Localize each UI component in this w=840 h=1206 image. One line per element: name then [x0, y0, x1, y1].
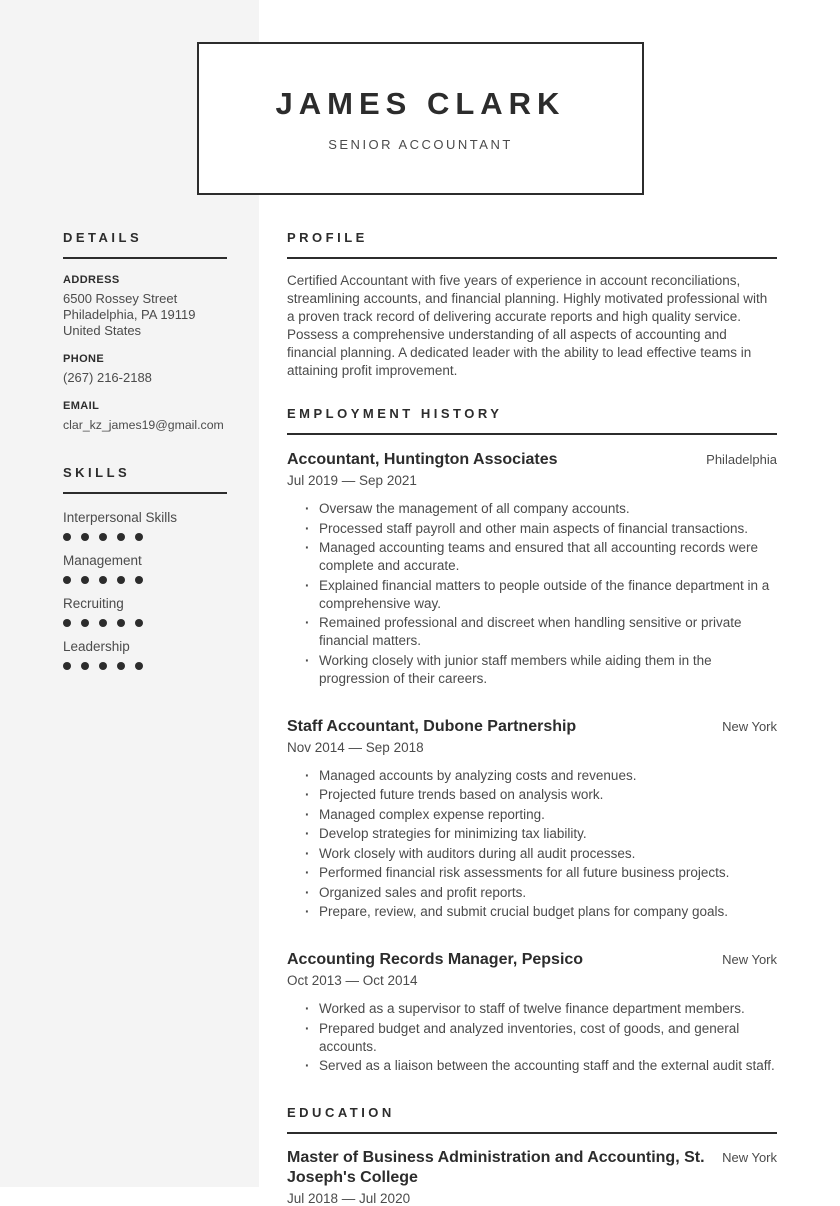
phone-label: PHONE	[63, 353, 105, 365]
skill-level-dots	[63, 533, 227, 541]
job-bullets	[287, 1000, 777, 1075]
email-group	[63, 400, 227, 433]
skill-dot-icon	[99, 619, 107, 627]
bullet-item: · Served as a liaison between the accounting staff and the external audit staff.	[305, 1057, 777, 1075]
skill-level-dots	[63, 619, 227, 627]
bullet-item: · Remained professional and discreet when handling sensitive or private financial matters.	[305, 614, 777, 650]
job-dates: Nov 2014 — Sep 2018	[287, 739, 424, 755]
skill-item	[63, 509, 227, 541]
skill-dot-icon	[81, 576, 89, 584]
skills-heading: SKILLS	[63, 465, 227, 494]
skill-dot-icon	[63, 533, 71, 541]
bullet-item: · Working closely with junior staff members while aiding them in the progression of their careers.	[305, 652, 777, 688]
candidate-job-title: SENIOR ACCOUNTANT	[328, 136, 513, 152]
job-bullets	[287, 500, 777, 688]
skills-list	[63, 509, 227, 670]
education-section	[287, 1105, 777, 1206]
education-title: Master of Business Administration and Accounting, St. Joseph's College	[287, 1149, 705, 1186]
job-title: Staff Accountant, Dubone Partnership	[287, 717, 577, 735]
address-line: United States	[63, 323, 142, 338]
skill-dot-icon	[99, 576, 107, 584]
skill-name: Management	[63, 553, 142, 568]
address-label: ADDRESS	[63, 274, 120, 286]
skill-dot-icon	[135, 533, 143, 541]
sidebar	[63, 230, 227, 681]
skills-section	[63, 465, 227, 670]
job-location: Philadelphia	[706, 452, 777, 467]
details-heading: DETAILS	[63, 230, 227, 259]
bullet-item: · Organized sales and profit reports.	[305, 884, 777, 902]
skill-dot-icon	[81, 619, 89, 627]
address-line: 6500 Rossey Street	[63, 291, 178, 306]
skill-item	[63, 638, 227, 670]
job-title-row	[287, 717, 777, 737]
bullet-item: · Worked as a supervisor to staff of twelve finance department members.	[305, 1000, 777, 1018]
education-entry	[287, 1148, 777, 1206]
address-line: Philadelphia, PA 19119	[63, 307, 196, 322]
bullet-item: · Managed accounts by analyzing costs and revenues.	[305, 767, 777, 785]
employment-heading: EMPLOYMENT HISTORY	[287, 406, 777, 435]
skill-dot-icon	[63, 619, 71, 627]
education-title-row	[287, 1148, 777, 1188]
phone-value: (267) 216-2188	[63, 370, 152, 385]
bullet-item: · Explained financial matters to people outside of the finance department in a comprehensive way.	[305, 577, 777, 613]
job-title: Accounting Records Manager, Pepsico	[287, 951, 584, 968]
skill-item	[63, 595, 227, 627]
skill-dot-icon	[63, 662, 71, 670]
job-entry	[287, 450, 777, 688]
email-label: EMAIL	[63, 400, 100, 412]
details-section	[63, 230, 227, 433]
bullet-item: · Work closely with auditors during all audit processes.	[305, 845, 777, 863]
candidate-name: JAMES CLARK	[275, 85, 566, 121]
bullet-item: · Prepared budget and analyzed inventories, cost of goods, and general accounts.	[305, 1020, 777, 1056]
profile-heading: PROFILE	[287, 230, 777, 259]
skill-name: Recruiting	[63, 596, 124, 611]
skill-name: Leadership	[63, 639, 130, 654]
employment-section	[287, 406, 777, 1075]
skill-item	[63, 552, 227, 584]
skill-dot-icon	[117, 576, 125, 584]
education-location: New York	[722, 1150, 777, 1165]
header-name-box	[197, 42, 644, 195]
job-entry	[287, 950, 777, 1075]
skill-level-dots	[63, 662, 227, 670]
skill-dot-icon	[81, 662, 89, 670]
education-heading: EDUCATION	[287, 1105, 777, 1134]
bullet-item: · Oversaw the management of all company accounts.	[305, 500, 777, 518]
main-content	[287, 230, 777, 1206]
skill-dot-icon	[117, 662, 125, 670]
profile-text: Certified Accountant with five years of experience in account reconciliations, streamlining accounts, and financial planning. Highly motivated professional with a proven track record of delivering accurate reports and high quality service. Possess a comprehensive understanding of all aspects of accounting and financial planning. A dedicated leader with the ability to lead effective teams in attaining profit improvement.	[287, 273, 768, 378]
job-title: Accountant, Huntington Associates	[287, 451, 558, 468]
skill-dot-icon	[63, 576, 71, 584]
skill-name: Interpersonal Skills	[63, 510, 178, 525]
skill-dot-icon	[135, 662, 143, 670]
skill-dot-icon	[117, 533, 125, 541]
bullet-item: · Managed complex expense reporting.	[305, 806, 777, 824]
skill-level-dots	[63, 576, 227, 584]
phone-group	[63, 353, 227, 386]
job-bullets	[287, 767, 777, 922]
skill-dot-icon	[135, 619, 143, 627]
skill-dot-icon	[81, 533, 89, 541]
education-dates: Jul 2018 — Jul 2020	[287, 1191, 411, 1206]
profile-section	[287, 230, 777, 380]
job-title-row	[287, 950, 777, 970]
address-group	[63, 274, 227, 339]
email-value: clar_kz_james19@gmail.com	[63, 418, 224, 432]
job-location: New York	[722, 952, 777, 967]
job-location: New York	[722, 718, 777, 734]
job-dates: Jul 2019 — Sep 2021	[287, 473, 417, 488]
bullet-item: · Projected future trends based on analysis work.	[305, 786, 777, 804]
skill-dot-icon	[135, 576, 143, 584]
bullet-item: · Processed staff payroll and other main aspects of financial transactions.	[305, 520, 777, 538]
bullet-item: · Managed accounting teams and ensured that all accounting records were complete and accurate.	[305, 539, 777, 575]
bullet-item: · Prepare, review, and submit crucial budget plans for company goals.	[305, 903, 777, 921]
skill-dot-icon	[99, 662, 107, 670]
job-title-row	[287, 450, 777, 470]
job-dates: Oct 2013 — Oct 2014	[287, 973, 418, 988]
job-entry	[287, 717, 777, 922]
bullet-item: · Develop strategies for minimizing tax liability.	[305, 825, 777, 843]
bullet-item: · Performed financial risk assessments for all future business projects.	[305, 864, 777, 882]
skill-dot-icon	[117, 619, 125, 627]
skill-dot-icon	[99, 533, 107, 541]
